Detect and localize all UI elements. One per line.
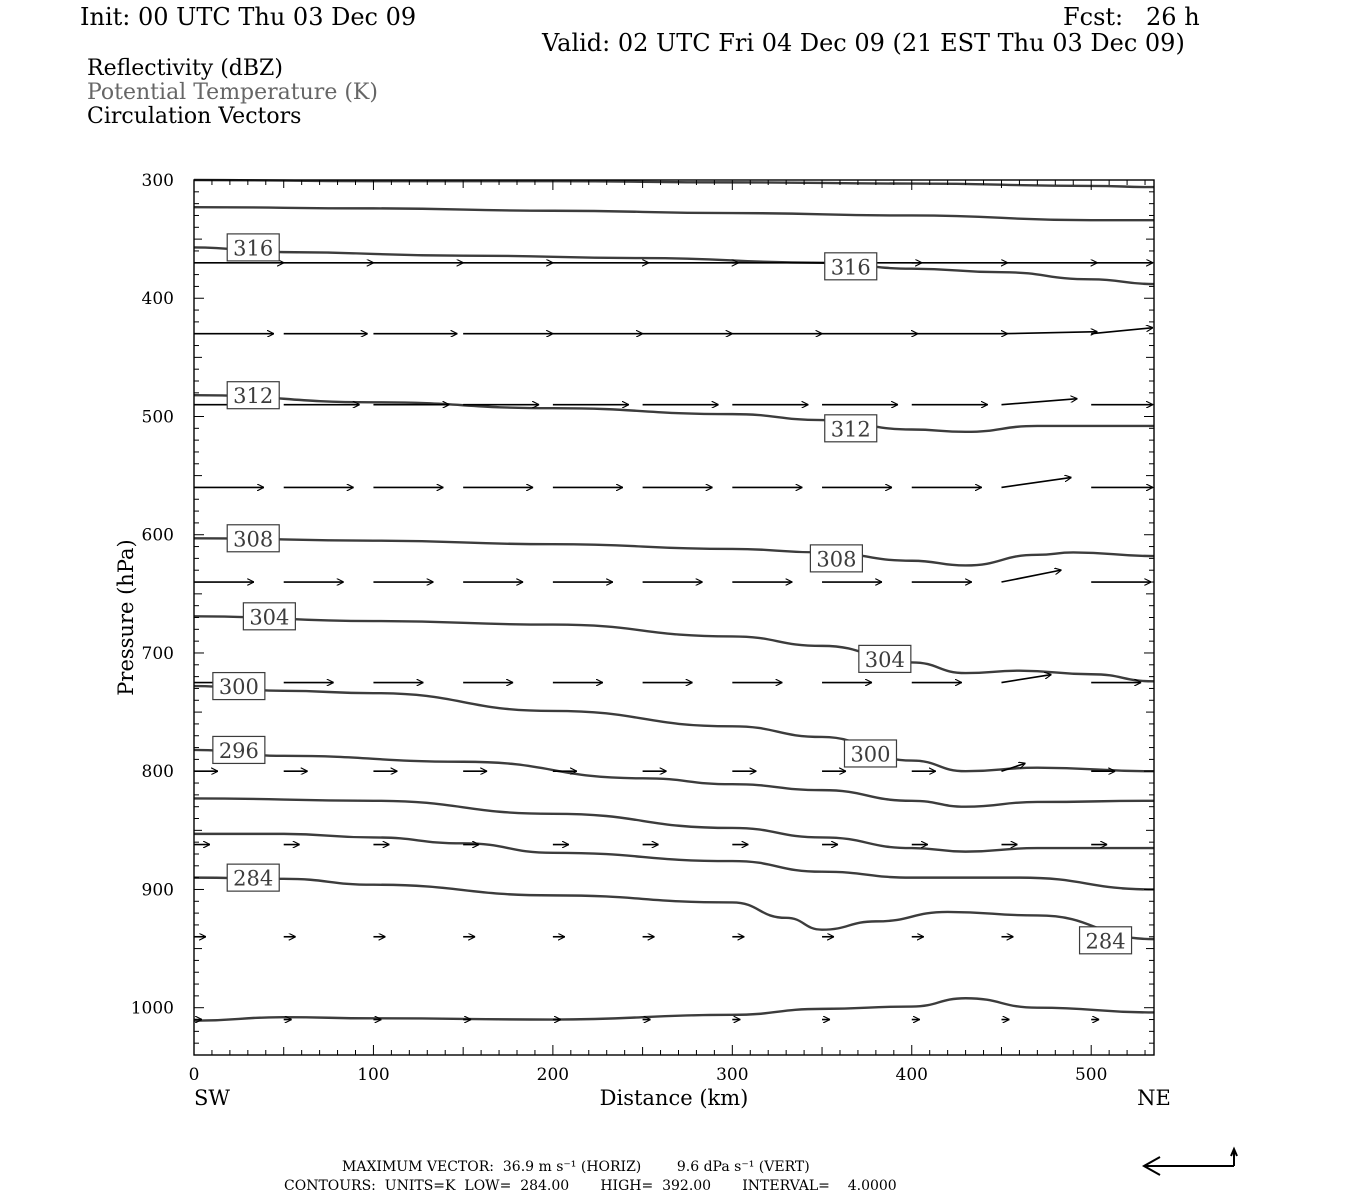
theta-contour-line bbox=[194, 207, 1154, 220]
field-circulation-vectors: Circulation Vectors bbox=[87, 104, 302, 129]
right-end-label: NE bbox=[1137, 1086, 1171, 1110]
contour-label-text: 300 bbox=[218, 675, 259, 700]
circulation-vector bbox=[1001, 332, 1097, 334]
contour-label-text: 304 bbox=[249, 605, 290, 630]
plot-frame bbox=[194, 180, 1154, 1055]
x-tick-label: 0 bbox=[188, 1065, 200, 1085]
theta-contour-line bbox=[194, 878, 1154, 939]
circulation-vector bbox=[1001, 570, 1061, 582]
circulation-vectors bbox=[194, 263, 1153, 1020]
max-vector-note: MAXIMUM VECTOR: 36.9 m s⁻¹ (HORIZ) 9.6 dPa s⁻¹ (VERT) bbox=[342, 1159, 810, 1175]
x-tick-label: 100 bbox=[357, 1065, 390, 1085]
contour-label bbox=[227, 525, 279, 552]
y-tick-label: 700 bbox=[141, 643, 174, 664]
init-time: Init: 00 UTC Thu 03 Dec 09 bbox=[80, 3, 417, 31]
theta-contour-line bbox=[194, 395, 1154, 432]
theta-contour-line bbox=[194, 798, 1154, 851]
circulation-vector bbox=[1001, 399, 1077, 405]
contour-label bbox=[825, 415, 877, 442]
forecast-hour: Fcst: 26 h bbox=[1063, 3, 1200, 31]
x-tick-label: 500 bbox=[1074, 1065, 1108, 1085]
contour-labels bbox=[213, 234, 1132, 954]
y-tick-label: 600 bbox=[141, 525, 174, 546]
theta-contour-line bbox=[194, 616, 1154, 681]
y-tick-label: 800 bbox=[141, 762, 174, 783]
contour-label bbox=[825, 253, 877, 280]
theta-contour-line bbox=[194, 247, 1154, 284]
field-potential-temperature: Potential Temperature (K) bbox=[87, 80, 378, 105]
theta-contour-line bbox=[194, 538, 1154, 565]
contour-label-text: 300 bbox=[850, 742, 891, 767]
theta-contours bbox=[194, 180, 1154, 1021]
contour-label-text: 312 bbox=[233, 384, 274, 409]
y-tick-label: 500 bbox=[141, 407, 174, 428]
theta-contour-line bbox=[194, 834, 1154, 890]
reference-vector-legend bbox=[1144, 1149, 1237, 1175]
contour-label-text: 284 bbox=[1085, 929, 1126, 954]
x-tick-label: 300 bbox=[716, 1065, 749, 1085]
x-tick-label: 400 bbox=[895, 1065, 928, 1085]
contour-label bbox=[227, 234, 279, 261]
y-tick-label: 400 bbox=[141, 289, 174, 310]
axes bbox=[114, 171, 1171, 1110]
contour-label bbox=[227, 382, 279, 409]
contour-label bbox=[227, 864, 279, 891]
field-reflectivity: Reflectivity (dBZ) bbox=[87, 56, 283, 81]
theta-contour-line bbox=[194, 686, 1154, 771]
theta-contour-line bbox=[194, 750, 1154, 807]
left-end-label: SW bbox=[194, 1086, 230, 1110]
contour-info-note: CONTOURS: UNITS=K LOW= 284.00 HIGH= 392.00 INTERVAL= 4.0000 bbox=[284, 1178, 897, 1194]
contour-label-text: 316 bbox=[830, 255, 871, 280]
x-axis-label: Distance (km) bbox=[599, 1086, 749, 1110]
contour-label bbox=[844, 740, 896, 767]
contour-label-text: 316 bbox=[233, 236, 274, 261]
contour-label-text: 296 bbox=[218, 738, 259, 763]
y-axis-label: Pressure (hPa) bbox=[114, 539, 138, 696]
contour-label bbox=[1080, 927, 1132, 954]
theta-contour-line bbox=[194, 998, 1154, 1020]
contour-label-text: 284 bbox=[233, 866, 274, 891]
y-tick-label: 300 bbox=[141, 171, 174, 191]
valid-time: Valid: 02 UTC Fri 04 Dec 09 (21 EST Thu 03 Dec 09) bbox=[542, 29, 1185, 57]
contour-label bbox=[243, 603, 295, 630]
contour-label bbox=[213, 736, 265, 763]
contour-label bbox=[859, 645, 911, 672]
circulation-vector bbox=[1091, 328, 1153, 334]
contour-label-text: 308 bbox=[816, 547, 857, 572]
contour-label bbox=[213, 673, 265, 700]
x-tick-label: 200 bbox=[536, 1065, 570, 1085]
y-tick-label: 1000 bbox=[130, 998, 174, 1019]
contour-label bbox=[810, 545, 862, 572]
contour-label-text: 308 bbox=[233, 527, 274, 552]
circulation-vector bbox=[1001, 675, 1051, 683]
contour-label-text: 304 bbox=[864, 647, 905, 672]
contour-label-text: 312 bbox=[830, 417, 871, 442]
y-tick-label: 900 bbox=[141, 880, 174, 901]
circulation-vector bbox=[1001, 477, 1071, 487]
